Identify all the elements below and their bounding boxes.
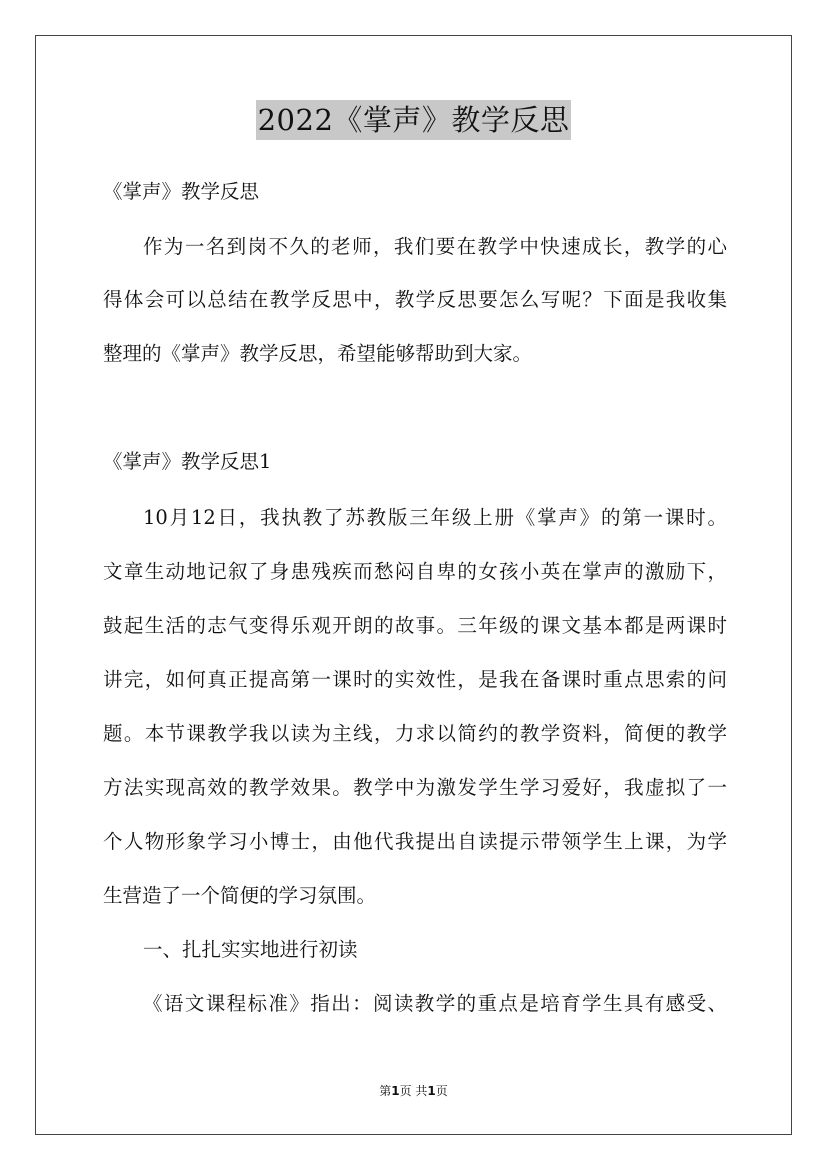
title-container (0, 100, 827, 140)
paragraph-line: 《掌声》教学反思1 (103, 450, 272, 473)
paragraph-line: 鼓起生活的志气变得乐观开朗的故事。三年级的课文基本都是两课时 (103, 614, 727, 637)
paragraph-line: 题。本节课教学我以读为主线，力求以简约的教学资料，简便的教学 (103, 722, 727, 745)
paragraph-line: 《语文课程标准》指出：阅读教学的重点是培育学生具有感受、 (143, 992, 727, 1015)
paragraph-line: 作为一名到岗不久的老师，我们要在教学中快速成长，教学的心 (143, 235, 727, 258)
paragraph-line: 《掌声》教学反思 (103, 180, 260, 203)
paragraph-line: 文章生动地记叙了身患残疾而愁闷自卑的女孩小英在掌声的激励下， (103, 560, 727, 583)
paragraph-line: 一、扎扎实实地进行初读 (143, 938, 358, 961)
paragraph-line: 方法实现高效的教学效果。教学中为激发学生学习爱好，我虚拟了一 (103, 776, 727, 799)
footer-total-pages: 1 (427, 1084, 436, 1098)
footer-suffix: 页 (435, 1084, 448, 1098)
paragraph-line: 整理的《掌声》教学反思，希望能够帮助到大家。 (103, 342, 533, 365)
footer-mid: 页 共 (399, 1084, 428, 1098)
paragraph-line: 10月12日，我执教了苏教版三年级上册《掌声》的第一课时。 (143, 506, 727, 529)
page-footer (0, 1083, 827, 1099)
document-title: 2022《掌声》教学反思 (256, 100, 572, 140)
footer-prefix: 第 (379, 1084, 392, 1098)
paragraph-line: 个人物形象学习小博士，由他代我提出自读提示带领学生上课，为学 (103, 830, 727, 853)
paragraph-line: 生营造了一个简便的学习氛围。 (103, 884, 377, 907)
paragraph-line: 得体会可以总结在教学反思中，教学反思要怎么写呢？下面是我收集 (103, 288, 727, 311)
paragraph-line: 讲完，如何真正提高第一课时的实效性，是我在备课时重点思索的问 (103, 668, 727, 691)
footer-page-number: 1 (391, 1084, 400, 1098)
